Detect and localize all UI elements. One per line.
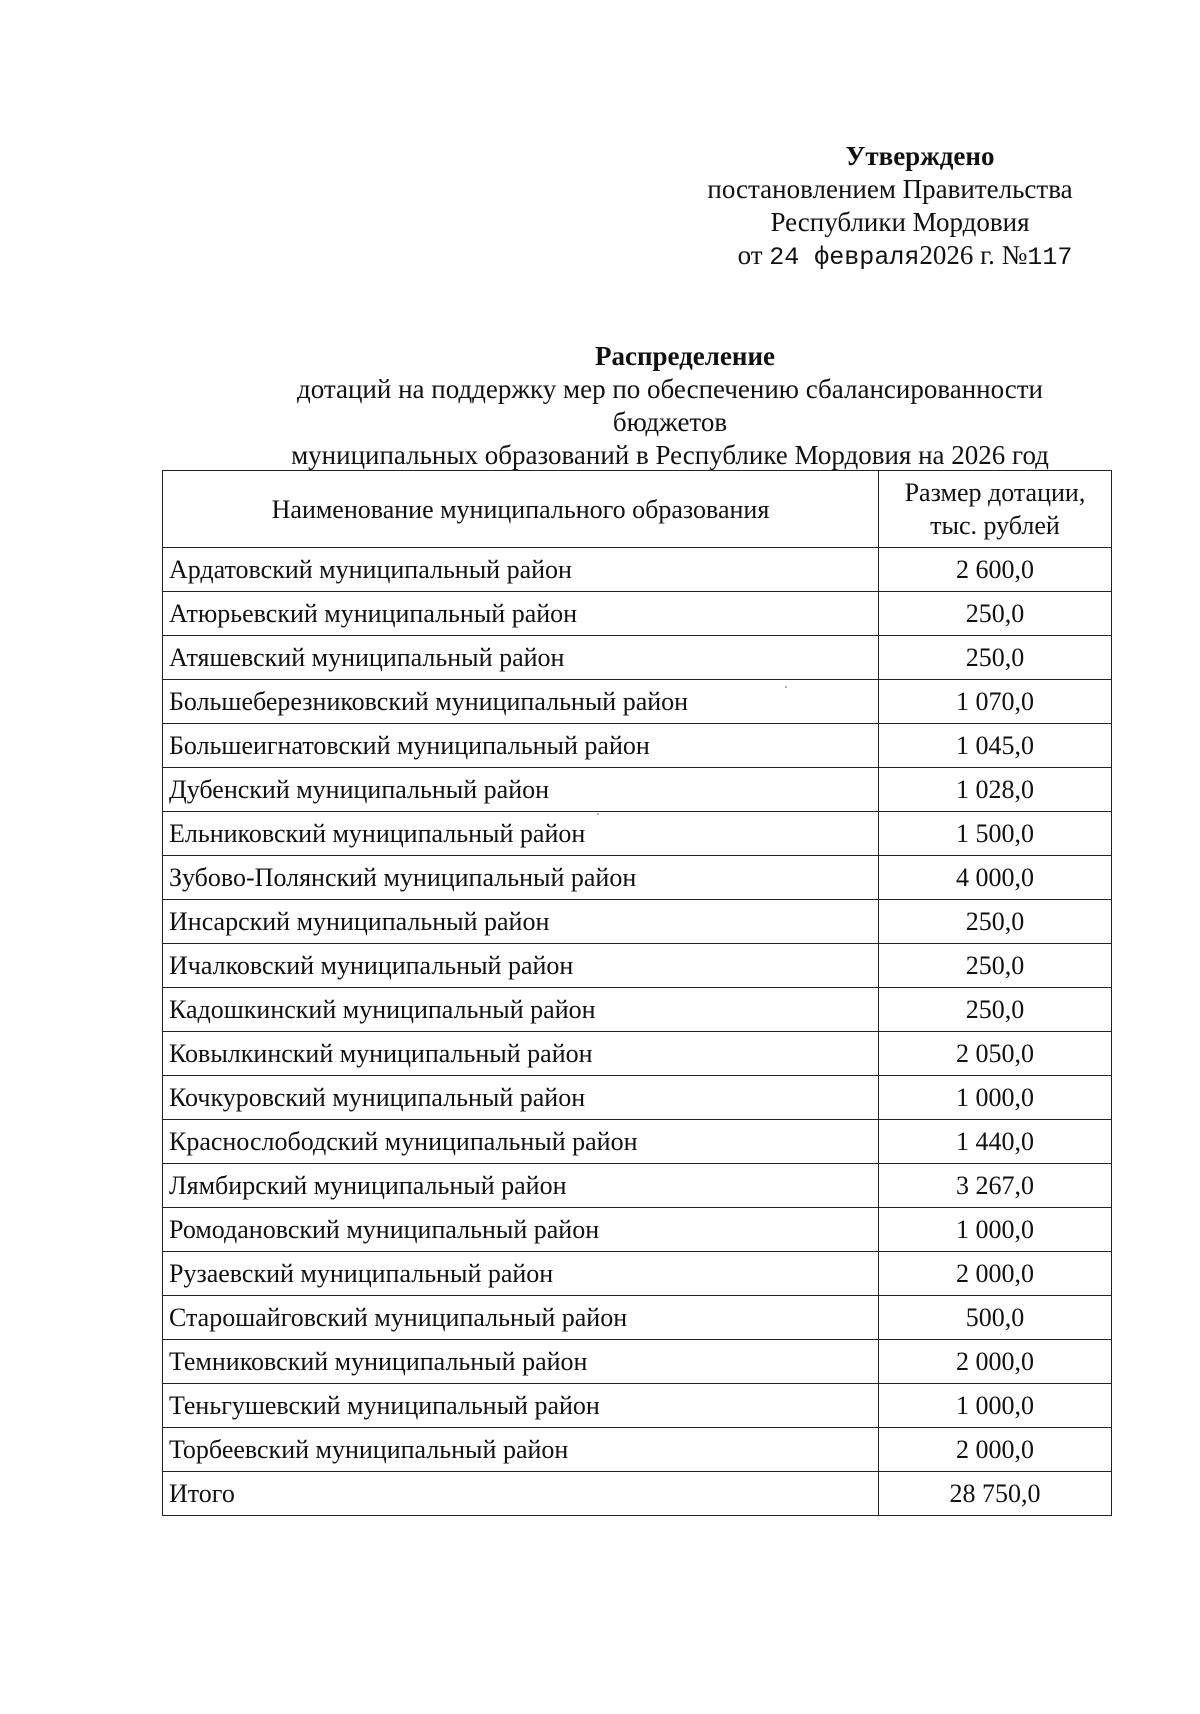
municipality-name: Кадошкинский муниципальный район (163, 988, 879, 1032)
municipality-name: Темниковский муниципальный район (163, 1340, 879, 1384)
subsidy-amount: 2 000,0 (878, 1428, 1111, 1472)
approval-line-decree: постановлением Правительства (707, 174, 1073, 204)
municipality-name: Атяшевский муниципальный район (163, 636, 879, 680)
subsidy-amount: 1 000,0 (878, 1076, 1111, 1120)
header-subsidy-line2: тыс. рублей (930, 511, 1060, 540)
table-row (163, 1032, 1112, 1076)
table-row (163, 1120, 1112, 1164)
subsidy-amount: 2 000,0 (878, 1340, 1111, 1384)
approval-date-prefix: от (737, 240, 763, 270)
municipality-name: Ковылкинский муниципальный район (163, 1032, 879, 1076)
approval-line-republic: Республики Мордовия (770, 207, 1030, 237)
subsidy-amount: 1 000,0 (878, 1384, 1111, 1428)
subsidy-amount: 1 000,0 (878, 1208, 1111, 1252)
subsidy-amount: 1 440,0 (878, 1120, 1111, 1164)
subsidy-amount: 28 750,0 (878, 1472, 1111, 1516)
document-subtitle-line1: дотаций на поддержку мер по обеспечению сбалансированности бюджетов (296, 374, 1044, 437)
header-subsidy-line1: Размер дотации, (904, 478, 1086, 507)
municipality-name: Старошайговский муниципальный район (163, 1296, 879, 1340)
header-municipality: Наименование муниципального образования (163, 471, 879, 548)
table-body (163, 548, 1112, 1516)
table-row (163, 1384, 1112, 1428)
table-header-row (163, 471, 1112, 548)
subsidy-amount: 4 000,0 (878, 856, 1111, 900)
subsidy-amount: 2 050,0 (878, 1032, 1111, 1076)
municipality-name: Итого (163, 1472, 879, 1516)
table-row (163, 944, 1112, 988)
subsidy-amount: 250,0 (878, 988, 1111, 1032)
table-row (163, 1252, 1112, 1296)
table-row (163, 812, 1112, 856)
table-row (163, 1340, 1112, 1384)
table-row (163, 1076, 1112, 1120)
table-row (163, 548, 1112, 592)
subsidy-amount: 1 045,0 (878, 724, 1111, 768)
municipality-name: Ардатовский муниципальный район (163, 548, 879, 592)
approval-year: 2026 г. № (919, 240, 1028, 270)
municipality-name: Инсарский муниципальный район (163, 900, 879, 944)
municipality-name: Зубово-Полянский муниципальный район (163, 856, 879, 900)
table-row (163, 724, 1112, 768)
subsidy-amount: 250,0 (878, 636, 1111, 680)
table-row (163, 900, 1112, 944)
subsidy-amount: 1 500,0 (878, 812, 1111, 856)
table-total-row (163, 1472, 1112, 1516)
table-row (163, 636, 1112, 680)
municipality-name: Атюрьевский муниципальный район (163, 592, 879, 636)
municipality-name: Большеберезниковский муниципальный район (163, 680, 879, 724)
approval-line-date (680, 239, 1100, 274)
approval-number: 117 (1027, 243, 1073, 272)
table-row (163, 1208, 1112, 1252)
municipality-name: Торбеевский муниципальный район (163, 1428, 879, 1472)
municipality-name: Краснослободский муниципальный район (163, 1120, 879, 1164)
table-row (163, 768, 1112, 812)
approval-date: 24 февраля (769, 243, 920, 272)
municipality-name: Ромодановский муниципальный район (163, 1208, 879, 1252)
subsidy-amount: 2 600,0 (878, 548, 1111, 592)
header-subsidy-amount (878, 471, 1111, 548)
municipality-name: Лямбирский муниципальный район (163, 1164, 879, 1208)
table-row (163, 680, 1112, 724)
scan-speck (785, 686, 787, 688)
municipality-name: Большеигнатовский муниципальный район (163, 724, 879, 768)
subsidy-amount: 250,0 (878, 944, 1111, 988)
subsidy-amount: 1 028,0 (878, 768, 1111, 812)
municipality-name: Теньгушевский муниципальный район (163, 1384, 879, 1428)
distribution-table (162, 470, 1112, 1516)
scan-speck (597, 813, 599, 815)
municipality-name: Ельниковский муниципальный район (163, 812, 879, 856)
subsidy-amount: 2 000,0 (878, 1252, 1111, 1296)
subsidy-amount: 3 267,0 (878, 1164, 1111, 1208)
table-row (163, 592, 1112, 636)
table-row (163, 1164, 1112, 1208)
table-row (163, 1428, 1112, 1472)
approval-stamp (680, 140, 1100, 274)
document-title-block (140, 340, 1100, 472)
document-subtitle-line2: муниципальных образований в Республике Мордовия на 2026 год (291, 440, 1049, 470)
approval-title: Утверждено (845, 141, 995, 171)
document-heading: Распределение (594, 341, 776, 371)
table-row (163, 856, 1112, 900)
municipality-name: Кочкуровский муниципальный район (163, 1076, 879, 1120)
municipality-name: Дубенский муниципальный район (163, 768, 879, 812)
subsidy-amount: 250,0 (878, 592, 1111, 636)
municipality-name: Ичалковский муниципальный район (163, 944, 879, 988)
municipality-name: Рузаевский муниципальный район (163, 1252, 879, 1296)
subsidy-amount: 500,0 (878, 1296, 1111, 1340)
subsidy-amount: 1 070,0 (878, 680, 1111, 724)
table-row (163, 1296, 1112, 1340)
table-row (163, 988, 1112, 1032)
subsidy-amount: 250,0 (878, 900, 1111, 944)
